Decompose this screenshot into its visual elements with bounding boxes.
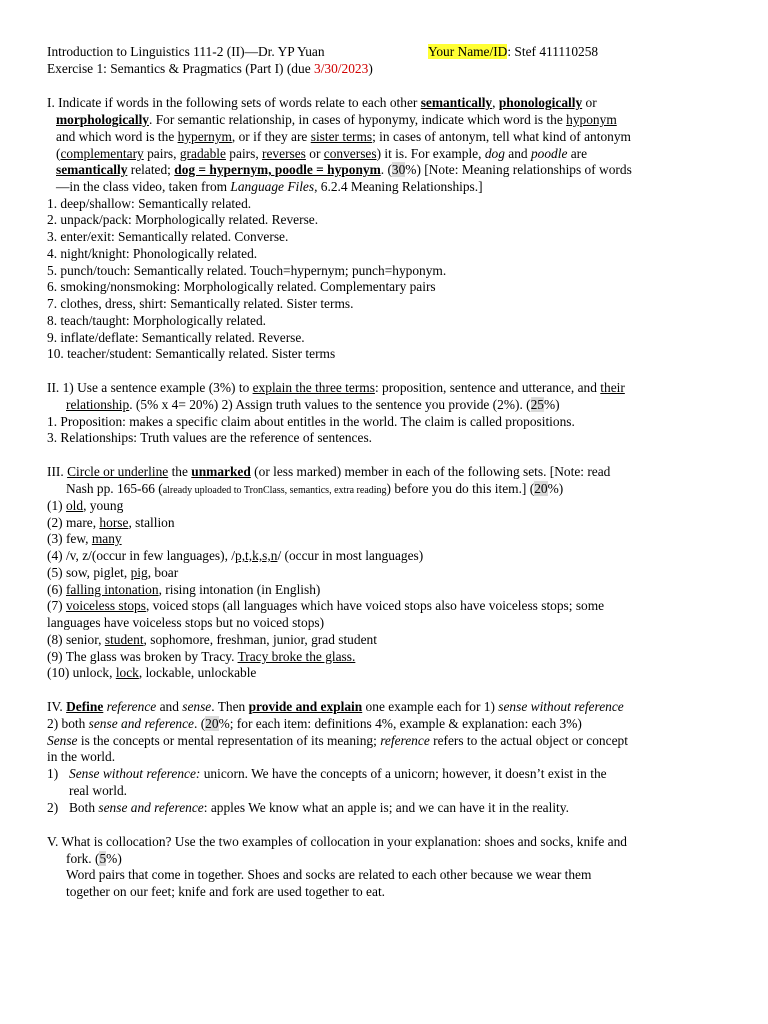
text: , bbox=[492, 95, 499, 110]
s1-answer: 1. deep/shallow: Semantically related. bbox=[47, 196, 252, 211]
s3-item bbox=[47, 665, 737, 682]
text: or bbox=[582, 95, 597, 110]
s4-prompt-line-1 bbox=[47, 699, 737, 716]
unmarked-answer: p,t,k,s,n bbox=[235, 548, 278, 563]
text: related; bbox=[127, 162, 175, 177]
keyword: explain the three terms bbox=[252, 380, 375, 395]
text: II. 1) Use a sentence example (3%) to bbox=[47, 380, 253, 395]
text: III. bbox=[47, 464, 68, 479]
text: : proposition, sentence and utterance, and bbox=[374, 380, 601, 395]
text: . Then bbox=[211, 699, 249, 714]
s4-answer-line: in the world. bbox=[47, 749, 116, 764]
text: IV. bbox=[47, 699, 67, 714]
text: one example each for 1) bbox=[362, 699, 499, 714]
s1-answer: 4. night/knight: Phonologically related. bbox=[47, 246, 258, 261]
unmarked-answer: lock bbox=[115, 665, 139, 680]
unmarked-answer: falling intonation bbox=[65, 582, 159, 597]
list-number: 1) bbox=[47, 766, 59, 781]
text: , lockable, unlockable bbox=[138, 665, 257, 680]
s3-prompt-line-1 bbox=[47, 464, 737, 481]
keyword: hypernym bbox=[177, 129, 232, 144]
list-number: 2) bbox=[47, 800, 59, 815]
s5-answer-line: Word pairs that come in together. Shoes and socks are related to each other because we wear them bbox=[66, 867, 592, 882]
s3-item bbox=[47, 531, 737, 548]
unmarked-answer: pig bbox=[130, 565, 148, 580]
s4-example-2 bbox=[47, 800, 737, 817]
text: and bbox=[156, 699, 183, 714]
text: / (occur in most languages) bbox=[277, 548, 424, 563]
text: (6) bbox=[47, 582, 66, 597]
text: , 6.2.4 Meaning Relationships.] bbox=[314, 179, 483, 194]
s1-prompt-line-6 bbox=[56, 179, 746, 196]
text: (8) senior, bbox=[47, 632, 105, 647]
text: (1) bbox=[47, 498, 66, 513]
name-label: Your Name/ID bbox=[428, 44, 508, 59]
text: , boar bbox=[147, 565, 179, 580]
small-note: already uploaded to TronClass, semantics, extra reading bbox=[162, 485, 387, 496]
s1-prompt-line-2 bbox=[56, 112, 746, 129]
s1-answer: 8. teach/taught: Morphologically related. bbox=[47, 313, 267, 328]
text: unicorn. We have the concepts of a unicorn; however, it doesn’t exist in the bbox=[200, 766, 607, 781]
s3-prompt-line-2 bbox=[66, 481, 756, 500]
points-highlight: 25 bbox=[530, 397, 544, 412]
keyword: semantically bbox=[420, 95, 493, 110]
keyword: phonologically bbox=[498, 95, 583, 110]
text: , young bbox=[83, 498, 124, 513]
s4-answer-line bbox=[47, 733, 737, 750]
s1-prompt-line-3 bbox=[56, 129, 746, 146]
keyword: gradable bbox=[179, 146, 226, 161]
term: reference bbox=[380, 733, 430, 748]
text: the bbox=[168, 464, 192, 479]
text: pairs, bbox=[143, 146, 180, 161]
course-title: Introduction to Linguistics 111-2 (II)—Dr. YP Yuan bbox=[47, 44, 325, 59]
unmarked-answer: horse bbox=[99, 515, 129, 530]
text: is the concepts or mental representation of its meaning; bbox=[77, 733, 381, 748]
text: Both bbox=[69, 800, 99, 815]
text: ( bbox=[56, 146, 61, 161]
text: : apples We know what an apple is; and we can have it in the reality. bbox=[203, 800, 569, 815]
s3-item bbox=[47, 649, 737, 666]
s3-item bbox=[47, 582, 737, 599]
s1-answer: 10. teacher/student: Semantically related. Sister terms bbox=[47, 346, 336, 361]
keyword: Define bbox=[66, 699, 104, 714]
s5-prompt-line-1: V. What is collocation? Use the two examples of collocation in your explanation: shoes and socks, knife and bbox=[47, 834, 628, 849]
term: Sense without reference: bbox=[69, 766, 201, 781]
s2-answer: 1. Proposition: makes a specific claim about entitles in the world. The claim is called propositions. bbox=[47, 414, 575, 429]
keyword: relationship bbox=[66, 397, 130, 412]
text: 2) both bbox=[47, 716, 89, 731]
text: . ( bbox=[194, 716, 206, 731]
s4-prompt-line-2 bbox=[47, 716, 737, 733]
term: sense bbox=[182, 699, 212, 714]
text: (3) few, bbox=[47, 531, 92, 546]
text: ; in cases of antonym, tell what kind of antonym bbox=[372, 129, 631, 144]
s1-answer: 2. unpack/pack: Morphologically related. Reverse. bbox=[47, 212, 319, 227]
text: I. Indicate if words in the following sets of words relate to each other bbox=[47, 95, 421, 110]
s1-answer: 3. enter/exit: Semantically related. Converse. bbox=[47, 229, 289, 244]
text: ) before you do this item.] ( bbox=[386, 481, 535, 496]
text: %) bbox=[106, 851, 122, 866]
text: , sophomore, freshman, junior, grad student bbox=[143, 632, 377, 647]
s3-item bbox=[47, 598, 737, 615]
text: (7) bbox=[47, 598, 66, 613]
unmarked-answer: student bbox=[104, 632, 144, 647]
s2-answer: 3. Relationships: Truth values are the reference of sentences. bbox=[47, 430, 372, 445]
text: or bbox=[305, 146, 324, 161]
text: . For semantic relationship, in cases of hyponymy, indicate which word is the bbox=[149, 112, 567, 127]
keyword: reverses bbox=[262, 146, 306, 161]
text: %) bbox=[544, 397, 560, 412]
s3-item bbox=[47, 548, 737, 565]
text: %; for each item: definitions 4%, example & explanation: each 3%) bbox=[218, 716, 582, 731]
unmarked-answer: voiceless stops bbox=[65, 598, 146, 613]
keyword: complementary bbox=[60, 146, 144, 161]
s4-example-1 bbox=[47, 766, 737, 783]
keyword: sister terms bbox=[310, 129, 373, 144]
text: ) it is. For example, bbox=[376, 146, 485, 161]
keyword: Circle or underline bbox=[67, 464, 169, 479]
text: and which word is the bbox=[56, 129, 178, 144]
text: . ( bbox=[380, 162, 392, 177]
s1-prompt-line-1 bbox=[47, 95, 737, 112]
example-word: dog bbox=[484, 146, 505, 161]
s4-example-1-continued: real world. bbox=[69, 783, 128, 798]
s3-item bbox=[47, 515, 737, 532]
text: pairs, bbox=[225, 146, 263, 161]
book-title: Language Files bbox=[230, 179, 315, 194]
keyword: provide and explain bbox=[248, 699, 363, 714]
text: —in the class video, taken from bbox=[56, 179, 231, 194]
header-line-1 bbox=[47, 44, 737, 61]
text: , voiced stops (all languages which have voiced stops also have voiceless stops; some bbox=[145, 598, 605, 613]
keyword: their bbox=[600, 380, 625, 395]
keyword: semantically bbox=[56, 162, 128, 177]
s3-item-continued: languages have voiceless stops but no voiced stops) bbox=[47, 615, 325, 630]
s1-answer: 9. inflate/deflate: Semantically related. Reverse. bbox=[47, 330, 305, 345]
points-highlight: 30 bbox=[391, 162, 406, 177]
text: refers to the actual object or concept bbox=[429, 733, 628, 748]
text: fork. ( bbox=[66, 851, 100, 866]
keyword: unmarked bbox=[191, 464, 251, 479]
text: , or if they are bbox=[231, 129, 311, 144]
s3-item bbox=[47, 632, 737, 649]
text: , stallion bbox=[128, 515, 175, 530]
term: sense without reference bbox=[498, 699, 624, 714]
term: reference bbox=[103, 699, 157, 714]
keyword: morphologically bbox=[56, 112, 149, 127]
header-line-2 bbox=[47, 61, 737, 78]
text: (2) mare, bbox=[47, 515, 100, 530]
keyword: hyponym bbox=[566, 112, 617, 127]
s3-item bbox=[47, 565, 737, 582]
name-value: : Stef 411110258 bbox=[507, 44, 599, 59]
unmarked-answer: many bbox=[91, 531, 122, 546]
unmarked-answer: old bbox=[65, 498, 84, 513]
keyword: converses bbox=[323, 146, 377, 161]
unmarked-answer: Tracy broke the glass. bbox=[237, 649, 356, 664]
text: %) [Note: Meaning relationships of words bbox=[405, 162, 632, 177]
s3-item bbox=[47, 498, 737, 515]
text: (4) /v, z/(occur in few languages), / bbox=[47, 548, 236, 563]
s1-prompt-line-4 bbox=[56, 146, 746, 163]
text: Nash pp. 165-66 ( bbox=[66, 481, 163, 496]
example-word: poodle bbox=[530, 146, 568, 161]
term: Sense bbox=[47, 733, 78, 748]
s1-answer: 6. smoking/nonsmoking: Morphologically related. Complementary pairs bbox=[47, 279, 436, 294]
keyword: dog = hypernym, poodle = hyponym bbox=[174, 162, 381, 177]
text: and bbox=[504, 146, 531, 161]
s2-prompt-line-1 bbox=[47, 380, 737, 397]
text: . (5% x 4= 20%) 2) Assign truth values to the sentence you provide (2%). ( bbox=[129, 397, 531, 412]
s1-prompt-line-5 bbox=[56, 162, 746, 179]
text: (5) sow, piglet, bbox=[47, 565, 131, 580]
text: are bbox=[567, 146, 588, 161]
points-highlight: 20 bbox=[205, 716, 219, 731]
text: , rising intonation (in English) bbox=[158, 582, 321, 597]
name-field bbox=[428, 44, 598, 61]
s2-prompt-line-2 bbox=[66, 397, 756, 414]
points-highlight: 20 bbox=[534, 481, 548, 496]
s5-prompt-line-2 bbox=[66, 851, 756, 868]
text: %) bbox=[547, 481, 564, 496]
term: sense and reference bbox=[98, 800, 204, 815]
text: (or less marked) member in each of the following sets. [Note: read bbox=[250, 464, 611, 479]
exercise-title: Exercise 1: Semantics & Pragmatics (Part I) (due bbox=[47, 61, 314, 76]
text: (10) unlock, bbox=[47, 665, 116, 680]
s1-answer: 7. clothes, dress, shirt: Semantically related. Sister terms. bbox=[47, 296, 354, 311]
text: (9) The glass was broken by Tracy. bbox=[47, 649, 238, 664]
points-highlight: 5 bbox=[99, 851, 107, 866]
term: sense and reference bbox=[88, 716, 195, 731]
due-date: 3/30/2023 bbox=[314, 61, 369, 76]
exercise-title-end: ) bbox=[368, 61, 373, 76]
s5-answer-line: together on our feet; knife and fork are used together to eat. bbox=[66, 884, 386, 899]
s1-answer: 5. punch/touch: Semantically related. Touch=hypernym; punch=hyponym. bbox=[47, 263, 447, 278]
